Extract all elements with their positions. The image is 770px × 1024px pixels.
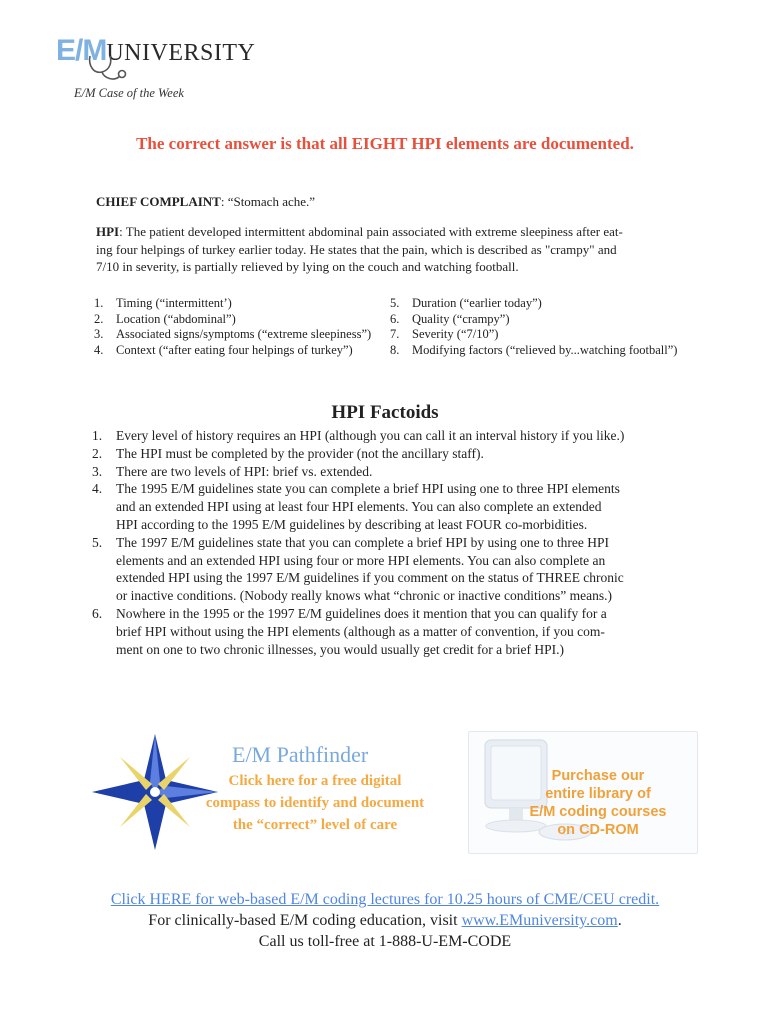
- hpi-elements-right: [390, 296, 677, 358]
- item-number: 4.: [92, 481, 103, 497]
- visit-prefix: For clinically-based E/M coding education, visit: [148, 912, 462, 929]
- item-number: 4.: [94, 342, 104, 357]
- item-text: Modifying factors (“relieved by...watching football”): [412, 342, 678, 357]
- list-item: [92, 463, 692, 481]
- list-item: [390, 343, 677, 359]
- hpi-line: : The patient developed intermittent abdominal pain associated with extreme sleepiness after eat-: [119, 224, 623, 239]
- footer-call: Call us toll-free at 1-888-U-EM-CODE: [258, 933, 512, 950]
- list-item: [94, 312, 371, 328]
- item-text: Context (“after eating four helpings of turkey”): [116, 342, 353, 357]
- item-line: The 1995 E/M guidelines state you can complete a brief HPI using one to three HPI elements: [116, 481, 620, 497]
- list-item: [94, 296, 371, 312]
- list-item: [94, 327, 371, 343]
- hpi-line: 7/10 in severity, is partially relieved by lying on the couch and watching football.: [96, 259, 519, 274]
- pathfinder-line[interactable]: Click here for a free digital: [228, 773, 402, 789]
- item-text: Quality (“crampy”): [412, 311, 510, 326]
- factoids-title: HPI Factoids: [331, 402, 439, 423]
- list-item: [92, 534, 692, 605]
- item-number: 8.: [390, 342, 400, 357]
- list-item: [92, 605, 692, 658]
- item-line: and an extended HPI using at least four HPI elements. You can also complete an extended: [116, 499, 602, 515]
- item-number: 7.: [390, 327, 400, 341]
- chief-complaint-value: : “Stomach ache.”: [220, 194, 316, 209]
- item-number: 5.: [92, 534, 103, 550]
- list-item: [390, 312, 677, 328]
- list-item: [94, 343, 371, 359]
- cdrom-line[interactable]: E/M coding courses: [529, 804, 667, 820]
- item-line: HPI according to the 1995 E/M guidelines by describing at least FOUR co-morbidities.: [116, 516, 588, 532]
- item-number: 6.: [390, 311, 400, 326]
- tagline: E/M Case of the Week: [74, 86, 184, 100]
- cdrom-line[interactable]: entire library of: [545, 786, 651, 802]
- item-number: 2.: [92, 445, 103, 461]
- item-line: The HPI must be completed by the provider (not the ancillary staff).: [116, 445, 484, 461]
- hpi-label: HPI: [96, 224, 120, 239]
- stethoscope-icon: [84, 54, 132, 84]
- item-line: There are two levels of HPI: brief vs. extended.: [116, 463, 373, 479]
- footer-visit: [0, 912, 770, 930]
- item-text: Duration (“earlier today”): [412, 296, 542, 310]
- list-item: [390, 327, 677, 343]
- list-item: [390, 296, 677, 312]
- chief-complaint-label: CHIEF COMPLAINT: [96, 194, 221, 209]
- lectures-link[interactable]: Click HERE for web-based E/M coding lectures for 10.25 hours of CME/CEU credit.: [110, 891, 660, 908]
- item-line: elements and an extended HPI using four or more HPI elements. You can also complete an: [116, 552, 606, 568]
- item-number: 3.: [92, 463, 103, 479]
- list-item: [92, 445, 692, 463]
- website-link[interactable]: www.EMuniversity.com: [461, 912, 618, 929]
- item-line: Every level of history requires an HPI (although you can call it an interval history if you like.): [116, 428, 625, 443]
- item-text: Location (“abdominal”): [116, 311, 236, 326]
- item-text: Timing (“intermittent’): [116, 296, 232, 310]
- factoids-list: [92, 427, 692, 658]
- logo-university-text: UNIVERSITY: [106, 40, 256, 66]
- hpi-elements-left: [94, 296, 371, 358]
- pathfinder-link[interactable]: [184, 770, 446, 836]
- logo-em-text: E/M: [56, 34, 107, 67]
- item-line: extended HPI using the 1997 E/M guidelines if you comment on the status of THREE chronic: [116, 570, 624, 586]
- list-item: [92, 427, 692, 445]
- item-line: brief HPI without using the HPI elements (although as a matter of convention, if you com-: [116, 623, 605, 639]
- item-line: Nowhere in the 1995 or the 1997 E/M guidelines does it mention that you can qualify for a: [116, 605, 607, 621]
- item-text: Associated signs/symptoms (“extreme sleepiness”): [116, 327, 372, 341]
- chief-complaint: [96, 194, 315, 210]
- item-line: The 1997 E/M guidelines state that you can complete a brief HPI by using one to three HPI: [116, 534, 610, 550]
- item-number: 1.: [92, 428, 103, 443]
- footer-lectures: [0, 891, 770, 909]
- hpi-line: ing four helpings of turkey earlier today. He states that the pain, which is described as "crampy" and: [96, 241, 617, 257]
- item-number: 5.: [390, 296, 400, 310]
- item-text: Severity (“7/10”): [412, 327, 499, 341]
- pathfinder-title[interactable]: E/M Pathfinder: [232, 742, 369, 767]
- pathfinder-line[interactable]: compass to identify and document: [205, 795, 425, 811]
- item-number: 3.: [94, 327, 104, 341]
- em-university-logo: [56, 34, 256, 84]
- item-number: 1.: [94, 296, 104, 310]
- cdrom-link[interactable]: [508, 767, 688, 839]
- item-line: ment on one to two chronic illnesses, you would usually get credit for a brief HPI.): [116, 641, 565, 657]
- pathfinder-line[interactable]: the “correct” level of care: [232, 817, 398, 833]
- list-item: [92, 480, 692, 533]
- cdrom-line[interactable]: on CD-ROM: [557, 822, 639, 838]
- item-line: or inactive conditions. (Nobody really knows what “chronic or inactive conditions” means.): [116, 588, 612, 604]
- cdrom-line[interactable]: Purchase our: [551, 768, 645, 784]
- item-number: 2.: [94, 311, 104, 326]
- answer-headline: The correct answer is that all EIGHT HPI elements are documented.: [136, 134, 634, 153]
- hpi-paragraph: [96, 223, 661, 276]
- visit-suffix: .: [617, 912, 622, 929]
- item-number: 6.: [92, 605, 103, 621]
